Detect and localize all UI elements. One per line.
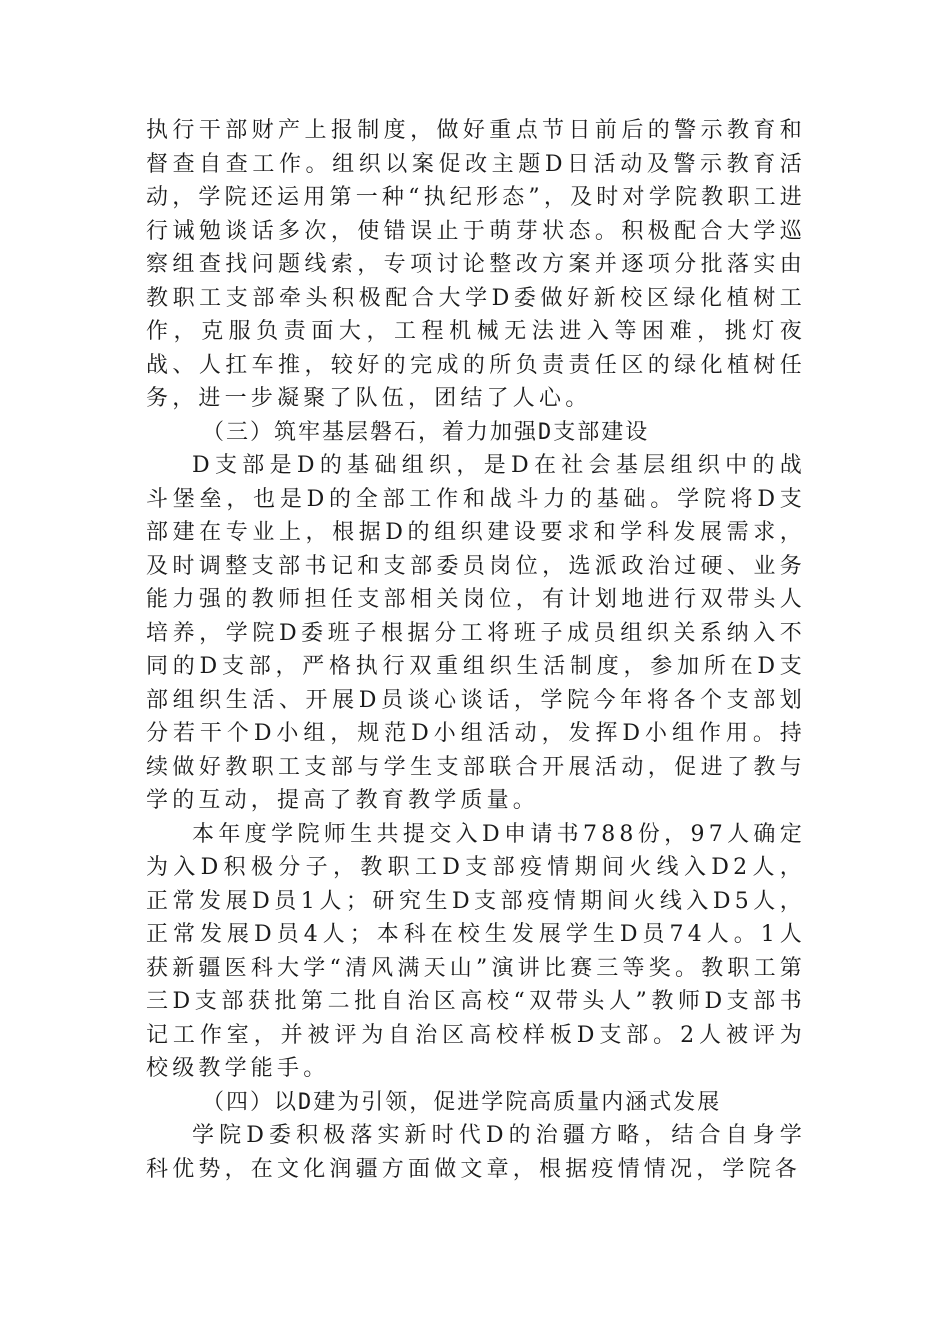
paragraph-continuation: 执行干部财产上报制度，做好重点节日前后的警示教育和督查自查工作。组织以案促改主题D日活动及警示教育活动，学院还运用第一种“执纪形态”，及时对学院教职工进行诫勉谈话多次，使错误止于萌芽状态。积极配合大学巡察组查找问题线索，专项讨论整改方案并逐项分批落实由教职工支部牵头积极配合大学D委做好新校区绿化植树工作，克服负责面大，工程机械无法进入等困难，挑灯夜战、人扛车推，较好的完成的所负责责任区的绿化植树任务，进一步凝聚了队伍，团结了人心。 [146,118,806,411]
paragraph-party-leadership: 学院D委积极落实新时代D的治疆方略，结合自身学科优势，在文化润疆方面做文章，根据疫情情况，学院各 [146,1123,806,1182]
document-page [146,114,806,1186]
paragraph-annual-statistics: 本年度学院师生共提交入D申请书788份，97人确定为入D积极分子，教职工D支部疫情期间火线入D2人，正常发展D员1人；研究生D支部疫情期间火线入D5人，正常发展D员4人；本科在校生发展学生D员74人。1人获新疆医科大学“清风满天山”演讲比赛三等奖。教职工第三D支部获批第二批自治区高校“双带头人”教师D支部书记工作室，并被评为自治区高校样板D支部。2人被评为校级教学能手。 [146,821,806,1081]
section-heading-4: （四）以D建为引领，促进学院高质量内涵式发展 [202,1089,722,1115]
section-heading-3: （三）筑牢基层磐石，着力加强D支部建设 [202,419,650,445]
paragraph-branch-building: D支部是D的基础组织，是D在社会基层组织中的战斗堡垒，也是D的全部工作和战斗力的基础。学院将D支部建在专业上，根据D的组织建设要求和学科发展需求，及时调整支部书记和支部委员岗位，选派政治过硬、业务能力强的教师担任支部相关岗位，有计划地进行双带头人培养，学院D委班子根据分工将班子成员组织关系纳入不同的D支部，严格执行双重组织生活制度，参加所在D支部组织生活、开展D员谈心谈话，学院今年将各个支部划分若干个D小组，规范D小组活动，发挥D小组作用。持续做好教职工支部与学生支部联合开展活动，促进了教与学的互动，提高了教育教学质量。 [146,453,806,813]
